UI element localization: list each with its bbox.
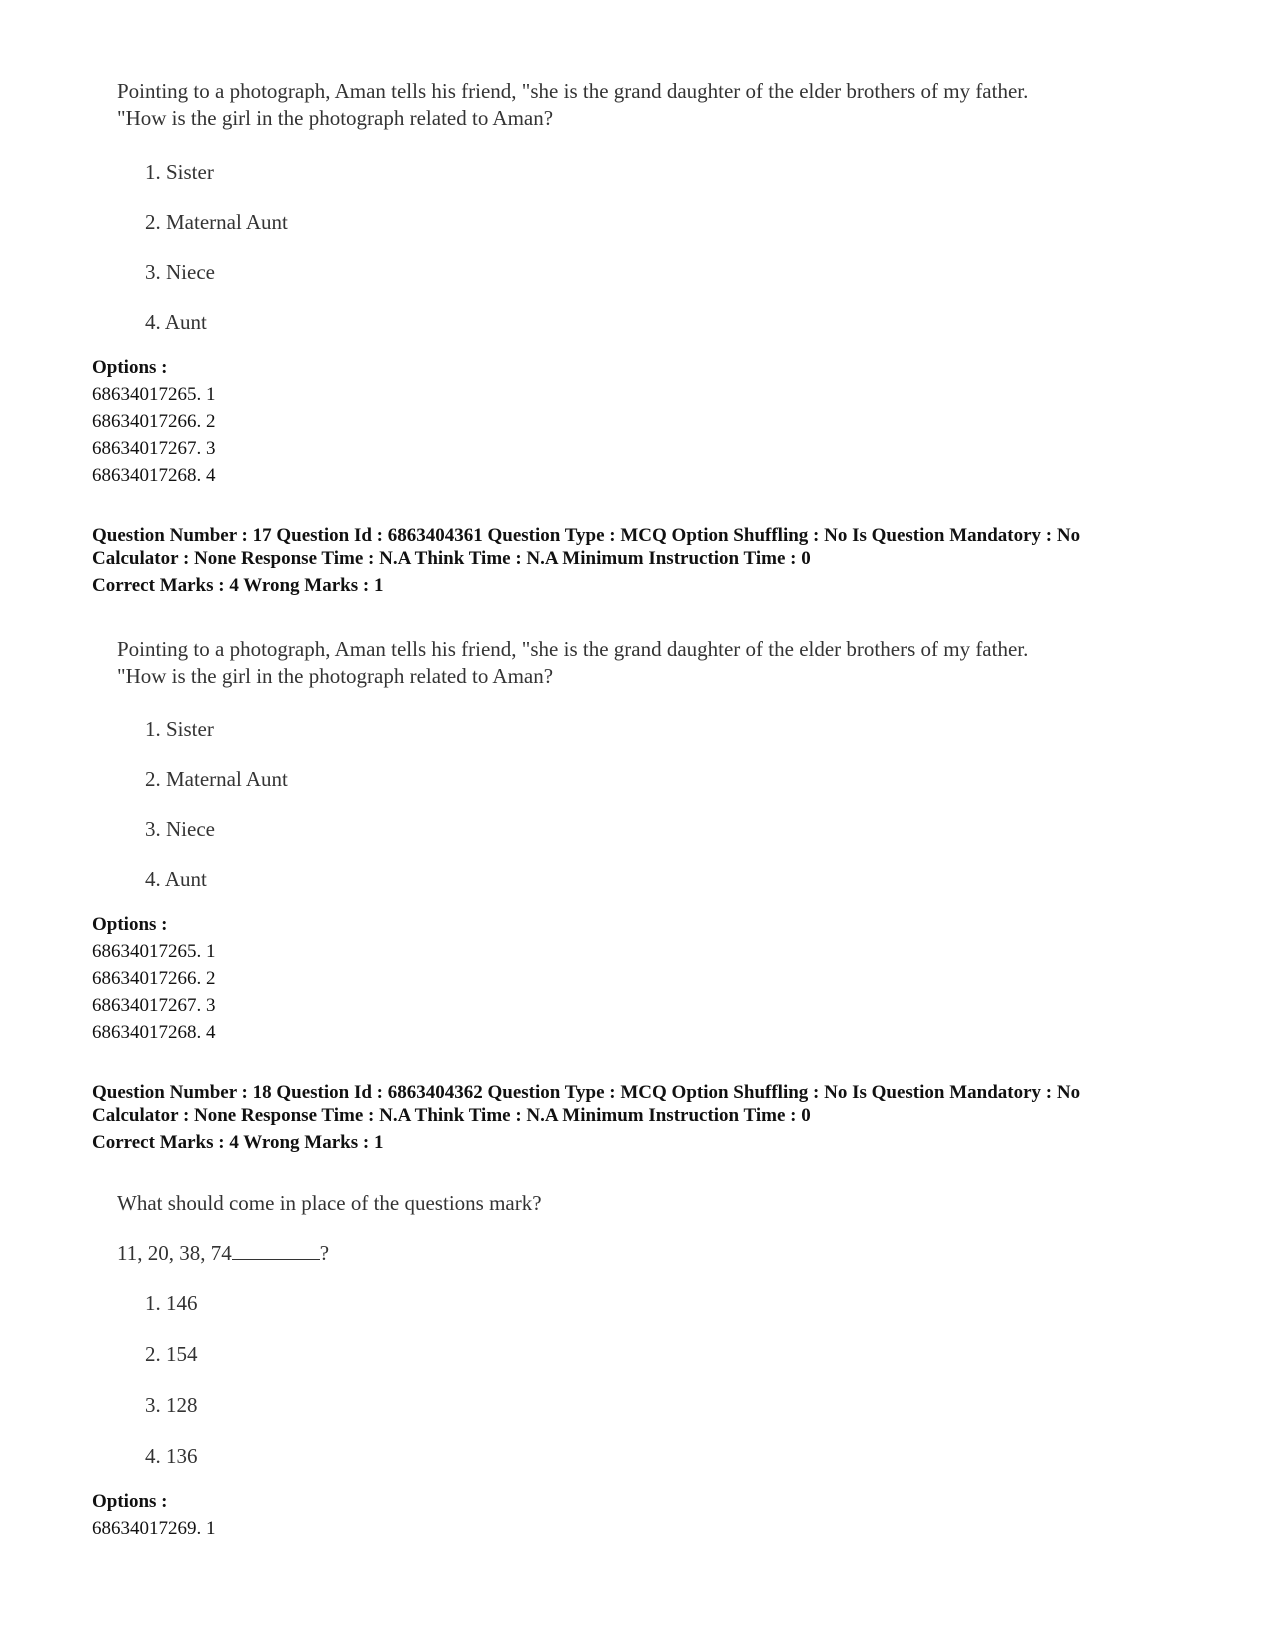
choice-item: 4. Aunt [145, 867, 207, 891]
question-line: Pointing to a photograph, Aman tells his friend, "she is the grand daughter of the elder brothers of my father. [117, 637, 1029, 661]
question-meta-line: Question Number : 18 Question Id : 6863404362 Question Type : MCQ Option Shuffling : No Is Question Mandatory : No [92, 1082, 1081, 1103]
option-id: 68634017267. 3 [92, 995, 216, 1016]
sequence-values: 11, 20, 38, 74 [117, 1241, 232, 1265]
marks-line: Correct Marks : 4 Wrong Marks : 1 [92, 575, 384, 596]
question-text [117, 78, 1167, 132]
options-label: Options : [92, 357, 168, 378]
option-id: 68634017266. 2 [92, 968, 216, 989]
number-sequence [117, 1240, 1167, 1267]
option-id: 68634017266. 2 [92, 411, 216, 432]
question-line: Pointing to a photograph, Aman tells his friend, "she is the grand daughter of the elder brothers of my father. [117, 79, 1029, 103]
option-id: 68634017265. 1 [92, 384, 216, 405]
marks-line: Correct Marks : 4 Wrong Marks : 1 [92, 1132, 384, 1153]
question-meta [92, 524, 1080, 597]
option-id: 68634017268. 4 [92, 465, 216, 486]
option-id: 68634017269. 1 [92, 1518, 216, 1539]
question-text [117, 636, 1167, 690]
choice-item: 2. 154 [145, 1342, 198, 1366]
question-line: What should come in place of the questions mark? [117, 1191, 542, 1215]
options-label: Options : [92, 914, 168, 935]
choice-item: 4. Aunt [145, 310, 207, 334]
question-meta [92, 1081, 1080, 1154]
choice-item: 1. Sister [145, 717, 214, 741]
question-line: "How is the girl in the photograph related to Aman? [117, 106, 554, 130]
question-text [117, 1190, 1167, 1217]
question-meta-line: Calculator : None Response Time : N.A Think Time : N.A Minimum Instruction Time : 0 [92, 548, 811, 569]
choice-item: 3. 128 [145, 1393, 198, 1417]
sequence-question-mark: ? [319, 1241, 330, 1265]
option-id: 68634017267. 3 [92, 438, 216, 459]
choice-item: 2. Maternal Aunt [145, 210, 288, 234]
choice-item: 3. Niece [145, 817, 215, 841]
choice-item: 2. Maternal Aunt [145, 767, 288, 791]
choice-item: 4. 136 [145, 1444, 198, 1468]
choice-item: 3. Niece [145, 260, 215, 284]
question-meta-line: Calculator : None Response Time : N.A Think Time : N.A Minimum Instruction Time : 0 [92, 1105, 811, 1126]
choice-item: 1. Sister [145, 160, 214, 184]
option-id: 68634017268. 4 [92, 1022, 216, 1043]
answer-blank [232, 1241, 320, 1260]
choice-item: 1. 146 [145, 1291, 198, 1315]
question-line: "How is the girl in the photograph related to Aman? [117, 664, 554, 688]
question-meta-line: Question Number : 17 Question Id : 6863404361 Question Type : MCQ Option Shuffling : No Is Question Mandatory : No [92, 525, 1081, 546]
option-id: 68634017265. 1 [92, 941, 216, 962]
options-label: Options : [92, 1491, 168, 1512]
